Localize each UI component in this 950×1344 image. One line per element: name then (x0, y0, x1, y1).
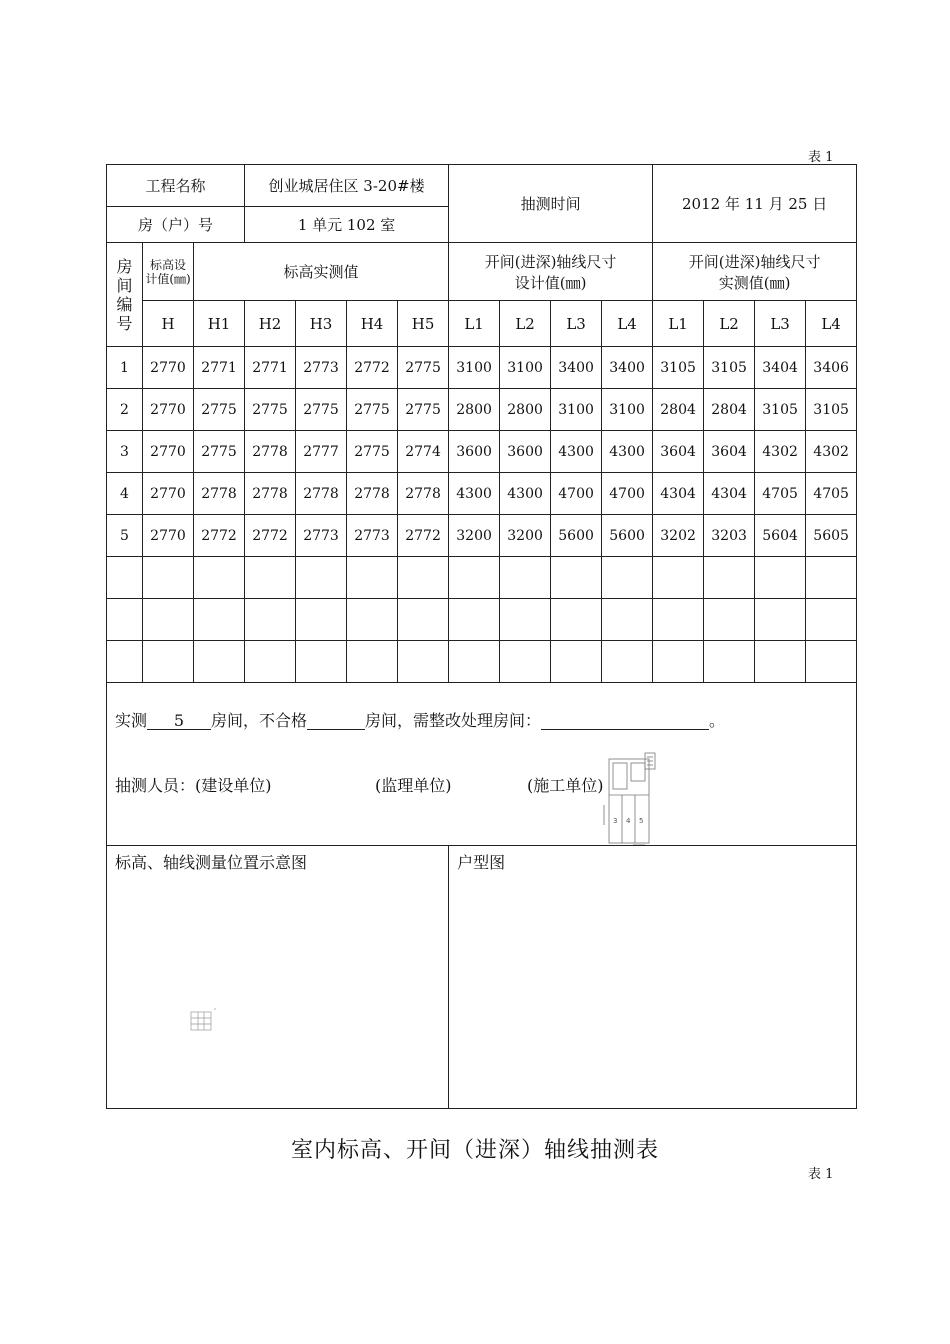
value-cell: 3604 (653, 431, 704, 473)
value-cell: 3406 (806, 347, 857, 389)
floorplan-cell (449, 846, 857, 1109)
value-cell (704, 599, 755, 641)
rectify-rooms-blank (541, 712, 709, 730)
value-cell: 2800 (449, 389, 500, 431)
value-cell: 4705 (755, 473, 806, 515)
floorplan-title: 户型图 (457, 853, 506, 872)
value-cell (602, 599, 653, 641)
value-cell: 3105 (653, 347, 704, 389)
value-cell: 2770 (143, 473, 194, 515)
value-cell (653, 557, 704, 599)
value-cell (194, 557, 245, 599)
value-cell (449, 557, 500, 599)
summary-measured-line (115, 708, 725, 731)
value-cell: 3604 (704, 431, 755, 473)
value-cell: 2773 (296, 515, 347, 557)
value-cell (245, 557, 296, 599)
floorplan-room-5: 5 (639, 817, 644, 825)
value-cell (653, 599, 704, 641)
value-cell: 3203 (704, 515, 755, 557)
value-cell (398, 641, 449, 683)
value-cell: 2775 (398, 347, 449, 389)
room-number-cell (107, 557, 143, 599)
value-cell: 4302 (755, 431, 806, 473)
value-cell: 2775 (347, 389, 398, 431)
room-number-cell: 2 (107, 389, 143, 431)
value-cell (500, 641, 551, 683)
value-cell (347, 599, 398, 641)
table-row (107, 347, 857, 389)
column-header-6: H5 (398, 301, 449, 347)
value-cell (296, 599, 347, 641)
value-cell (551, 557, 602, 599)
summary-cell (107, 683, 857, 846)
value-cell: 3200 (449, 515, 500, 557)
data-rows (107, 347, 857, 683)
room-number-cell: 4 (107, 473, 143, 515)
value-cell: 3600 (449, 431, 500, 473)
value-cell: 4700 (551, 473, 602, 515)
value-cell: 2778 (245, 431, 296, 473)
column-header-1: H (143, 301, 194, 347)
column-header-14: L4 (806, 301, 857, 347)
value-cell: 5600 (551, 515, 602, 557)
value-cell: 2778 (347, 473, 398, 515)
value-cell: 3105 (755, 389, 806, 431)
floorplan-room-4: 4 (626, 817, 631, 825)
value-cell (245, 599, 296, 641)
value-cell: 3105 (806, 389, 857, 431)
value-cell (347, 557, 398, 599)
column-header-4: H3 (296, 301, 347, 347)
position-sketch-thumbnail (189, 1006, 219, 1032)
column-header-7: L1 (449, 301, 500, 347)
survey-table (106, 164, 857, 1109)
value-cell: 2774 (398, 431, 449, 473)
value-cell: 2777 (296, 431, 347, 473)
table-row (107, 431, 857, 473)
value-cell: 5604 (755, 515, 806, 557)
value-cell: 2775 (398, 389, 449, 431)
table-row (107, 515, 857, 557)
room-no-value: 1 单元 102 室 (245, 207, 449, 243)
value-cell: 5600 (602, 515, 653, 557)
value-cell (704, 557, 755, 599)
value-cell: 2770 (143, 389, 194, 431)
value-cell: 3202 (653, 515, 704, 557)
value-cell: 3100 (500, 347, 551, 389)
table-row (107, 389, 857, 431)
value-cell: 2778 (296, 473, 347, 515)
value-cell (806, 599, 857, 641)
value-cell: 2775 (194, 431, 245, 473)
value-cell (143, 599, 194, 641)
value-cell: 4302 (806, 431, 857, 473)
supervision-label: (监理单位) (375, 776, 452, 795)
value-cell (143, 557, 194, 599)
column-header-8: L2 (500, 301, 551, 347)
project-name-label: 工程名称 (107, 165, 245, 207)
value-cell: 2770 (143, 347, 194, 389)
value-cell: 2800 (500, 389, 551, 431)
axis-measured-header-line1: 开间(进深)轴线尺寸 (688, 252, 821, 271)
value-cell (602, 557, 653, 599)
axis-measured-header (653, 243, 857, 301)
elevation-measured-header: 标高实测值 (194, 243, 449, 301)
column-header-11: L1 (653, 301, 704, 347)
value-cell: 2771 (194, 347, 245, 389)
document-title: 室内标高、开间（进深）轴线抽测表 (290, 1138, 659, 1163)
table-row (107, 641, 857, 683)
table-row (107, 599, 857, 641)
value-cell: 4700 (602, 473, 653, 515)
value-cell: 2773 (347, 515, 398, 557)
value-cell: 2772 (398, 515, 449, 557)
value-cell: 2775 (347, 431, 398, 473)
room-number-header-text: 房间编号 (116, 256, 133, 333)
value-cell: 3200 (500, 515, 551, 557)
value-cell (500, 557, 551, 599)
room-number-header (107, 243, 143, 347)
value-cell (806, 641, 857, 683)
value-cell (143, 641, 194, 683)
column-header-13: L3 (755, 301, 806, 347)
value-cell: 4300 (551, 431, 602, 473)
inspectors-label: 抽测人员：(建设单位) (115, 776, 272, 795)
value-cell: 3100 (449, 347, 500, 389)
axis-design-header-line1: 开间(进深)轴线尺寸 (484, 252, 617, 271)
value-cell: 3404 (755, 347, 806, 389)
value-cell (347, 641, 398, 683)
value-cell (194, 641, 245, 683)
elevation-design-header (143, 243, 194, 301)
value-cell: 2770 (143, 431, 194, 473)
value-cell: 2771 (245, 347, 296, 389)
table-row (107, 473, 857, 515)
value-cell: 4300 (602, 431, 653, 473)
position-sketch-cell (107, 846, 449, 1109)
value-cell (551, 641, 602, 683)
value-cell (551, 599, 602, 641)
value-cell: 4300 (500, 473, 551, 515)
axis-measured-header-line2: 实测值(㎜) (718, 273, 791, 292)
value-cell: 3400 (602, 347, 653, 389)
value-cell: 3105 (704, 347, 755, 389)
value-cell: 2775 (296, 389, 347, 431)
room-no-label: 房（户）号 (107, 207, 245, 243)
value-cell: 2770 (143, 515, 194, 557)
value-cell (755, 599, 806, 641)
value-cell: 4300 (449, 473, 500, 515)
unqualified-count-blank (307, 712, 365, 730)
measured-prefix: 实测 (115, 711, 148, 730)
room-number-cell (107, 641, 143, 683)
value-cell (500, 599, 551, 641)
value-cell: 4705 (806, 473, 857, 515)
column-header-10: L4 (602, 301, 653, 347)
value-cell: 2772 (245, 515, 296, 557)
elevation-design-header-text: 标高设计值(㎜) (145, 257, 191, 286)
value-cell (755, 557, 806, 599)
value-cell: 2778 (194, 473, 245, 515)
inspectors-line (115, 773, 272, 796)
value-cell (653, 641, 704, 683)
position-sketch-title: 标高、轴线测量位置示意图 (115, 853, 308, 872)
rooms-rectify-text: 房间，需整改处理房间： (365, 711, 542, 730)
table-label-top: 表 1 (808, 150, 834, 165)
value-cell (602, 641, 653, 683)
value-cell (704, 641, 755, 683)
value-cell: 4304 (653, 473, 704, 515)
column-header-row (107, 301, 857, 347)
floorplan-room-3: 3 (613, 817, 618, 825)
value-cell: 2804 (653, 389, 704, 431)
value-cell: 5605 (806, 515, 857, 557)
value-cell (194, 599, 245, 641)
rooms-unqualified-text: 房间，不合格 (211, 711, 308, 730)
value-cell (296, 641, 347, 683)
value-cell (245, 641, 296, 683)
survey-time-label: 抽测时间 (449, 165, 653, 243)
measured-count: 5 (147, 712, 211, 730)
value-cell (806, 557, 857, 599)
value-cell (398, 557, 449, 599)
column-header-2: H1 (194, 301, 245, 347)
value-cell (398, 599, 449, 641)
value-cell: 2772 (347, 347, 398, 389)
room-number-cell: 3 (107, 431, 143, 473)
value-cell (755, 641, 806, 683)
axis-design-header-line2: 设计值(㎜) (514, 273, 587, 292)
survey-time-value: 2012 年 11 月 25 日 (653, 165, 857, 243)
column-header-3: H2 (245, 301, 296, 347)
value-cell (449, 641, 500, 683)
project-name-value: 创业城居住区 3-20#楼 (245, 165, 449, 207)
value-cell (296, 557, 347, 599)
value-cell: 2775 (194, 389, 245, 431)
table-label-bottom: 表 1 (808, 1167, 834, 1182)
value-cell: 2778 (398, 473, 449, 515)
value-cell: 2775 (245, 389, 296, 431)
floorplan-thumbnail (601, 749, 657, 845)
value-cell: 2772 (194, 515, 245, 557)
value-cell: 4304 (704, 473, 755, 515)
value-cell: 2804 (704, 389, 755, 431)
construction-label: (施工单位) (527, 776, 604, 795)
value-cell: 3100 (551, 389, 602, 431)
room-number-cell (107, 599, 143, 641)
axis-design-header (449, 243, 653, 301)
value-cell (449, 599, 500, 641)
room-number-cell: 5 (107, 515, 143, 557)
column-header-9: L3 (551, 301, 602, 347)
value-cell: 3400 (551, 347, 602, 389)
column-header-5: H4 (347, 301, 398, 347)
column-header-12: L2 (704, 301, 755, 347)
room-number-cell: 1 (107, 347, 143, 389)
table-row (107, 557, 857, 599)
value-cell: 2773 (296, 347, 347, 389)
end-mark: 。 (709, 711, 726, 730)
value-cell: 2778 (245, 473, 296, 515)
value-cell: 3100 (602, 389, 653, 431)
value-cell: 3600 (500, 431, 551, 473)
